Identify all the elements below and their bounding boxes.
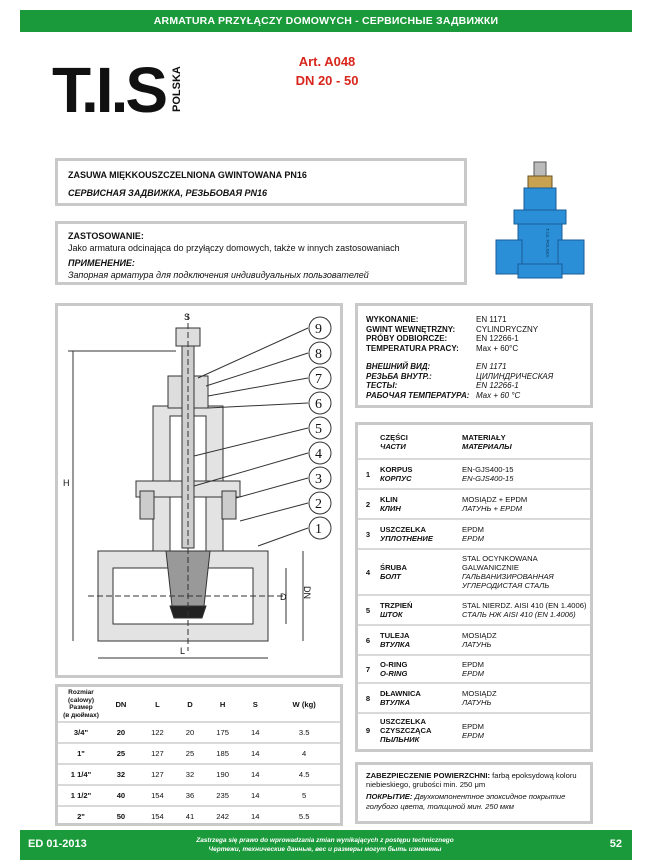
page-number: 52 [609,838,622,850]
coating-heading-pl: ZABEZPIECZENIE POWIERZCHNI: [366,771,491,780]
article-code: Art. A048 [298,54,356,69]
usage-heading-ru: ПРИМЕНЕНИЕ: [68,258,135,268]
coating-text-ru: Двухкомпонентное эпоксидное покрытие голубого цвета, толщиной мин. 250 мкм [366,792,566,811]
usage-text-ru: Запорная арматура для подключения индивидуальных пользователей [68,269,369,280]
parts-header: CZĘŚCI ЧАСТИ MATERIAŁY МАТЕРИАЛЫ [358,425,590,459]
callout-1: 1 [315,522,322,537]
table-row: 3 USZCZELKA УПЛОТНЕНИЕ EPDM EPDM [358,519,590,549]
parts-table [358,425,590,747]
callout-6: 6 [315,397,322,412]
spec-row-ru: РАБОЧАЯ ТЕМПЕРАТУРА: Max + 60 °C [366,390,521,400]
spec-row: PRÓBY ODBIORCZE: EN 12266-1 [366,334,519,344]
logo-text: T.I.S [52,54,166,120]
callout-7: 7 [315,372,322,387]
header-title: ARMATURA PRZYŁĄCZY DOMOWYCH - СЕРВИСНЫЕ ЗАДВИЖКИ [153,15,499,27]
spec-row-ru: ТЕСТЫ: EN 12266-1 [366,381,519,391]
coating-box [355,762,593,824]
tis-logo [52,50,192,120]
dim-l: L [180,646,186,656]
logo-sub: POLSKA [171,66,183,112]
dims-header: Rozmiar (calowy) Размер (в дюймах) DN L D H S W (kg) [58,687,340,722]
product-name-ru: СЕРВИСНАЯ ЗАДВИЖКА, РЕЗЬБОВАЯ PN16 [68,188,268,198]
table-row: 5 TRZPIEŃ ШТОК STAL NIERDZ. AISI 410 (EN 1.4006) СТАЛЬ НЖ AISI 410 (EN 1.4006) [358,595,590,625]
callout-8: 8 [315,347,322,362]
technical-drawing-box [55,303,343,678]
table-row: 1 KORPUS КОРПУС EN-GJS400-15 EN-GJS400-15 [358,459,590,489]
callout-4: 4 [315,447,322,462]
coating-heading-ru: ПОКРЫТИЕ: [366,792,413,802]
callout-9: 9 [315,322,322,337]
usage-text-pl: Jako armatura odcinająca do przyłączy domowych, także w innych zastosowaniach [68,242,400,253]
table-row: 1 1/4" 32 127 32 190 14 4.5 [58,764,340,785]
callout-3: 3 [315,472,322,487]
dim-s: S [184,312,191,322]
table-row: 4 ŚRUBA БОЛТ STAL OCYNKOWANA GALWANICZNIE ГАЛЬВАНИЗИРОВАННАЯ УГЛЕРОДИСТАЯ СТАЛЬ [358,549,590,595]
table-row: 7 O-RING O-RING EPDM EPDM [358,655,590,683]
spec-row: WYKONANIE: EN 1171 [366,315,507,324]
spec-row: TEMPERATURA PRACY: Max + 60°C [366,344,519,354]
header-bar [20,10,632,32]
spec-row-ru: ВНЕШНИЙ ВИД: EN 1171 [366,361,507,371]
table-row: 6 TULEJA ВТУЛКА MOSIĄDZ ЛАТУНЬ [358,625,590,655]
valve-cross-section [58,306,340,675]
article-range: DN 20 - 50 [295,73,359,88]
footer-note: Zastrzega się prawo do wprowadzania zmian wynikających z postępu technicznego Чертежи, технические данные, вес и размеры могут быть изменены [196,837,454,853]
parts-materials-box [355,422,593,752]
table-row: 1" 25 127 25 185 14 4 [58,743,340,764]
dim-h: H [63,478,70,488]
usage-box [55,221,467,285]
table-row: 8 DŁAWNICA ВТУЛКА MOSIĄDZ ЛАТУНЬ [358,683,590,713]
product-name-pl: ZASUWA MIĘKKOUSZCZELNIONA GWINTOWANA PN16 [68,170,307,180]
dimensions-table [58,687,340,826]
table-row: 1 1/2" 40 154 36 235 14 5 [58,785,340,806]
table-row: 3/4" 20 122 20 175 14 3.5 [58,722,340,743]
footer-bar [20,830,632,860]
article-block [282,52,372,90]
dim-dn: DN [302,586,312,599]
usage-heading-pl: ZASTOSOWANIE: [68,231,144,241]
spec-row: GWINT WEWNĘTRZNY: CYLINDRYCZNY [366,324,539,334]
spec-row-ru: РЕЗЬБА ВНУТР.: ЦИЛИНДРИЧЕСКАЯ [366,371,554,381]
dim-d: D [280,592,287,602]
callout-2: 2 [315,497,322,512]
specs-box [355,303,593,408]
product-title-box [55,158,467,206]
dimensions-box [55,684,343,826]
valve-photo [488,158,593,288]
table-row: 2" 50 154 41 242 14 5.5 [77,812,310,821]
callout-5: 5 [315,422,322,437]
edition: ED 01-2013 [28,838,87,850]
table-row: 9 USZCZELKA CZYSZCZĄCA ПЫЛЬНИК EPDM EPDM [365,717,484,744]
coating-text-pl: farbą epoksydową koloru niebieskiego, grubości min. 250 μm [366,771,577,790]
photo-label: T.I.S. POLSKA [545,228,550,258]
table-row: 2 KLIN КЛИН MOSIĄDZ + EPDM ЛАТУНЬ + EPDM [358,489,590,519]
